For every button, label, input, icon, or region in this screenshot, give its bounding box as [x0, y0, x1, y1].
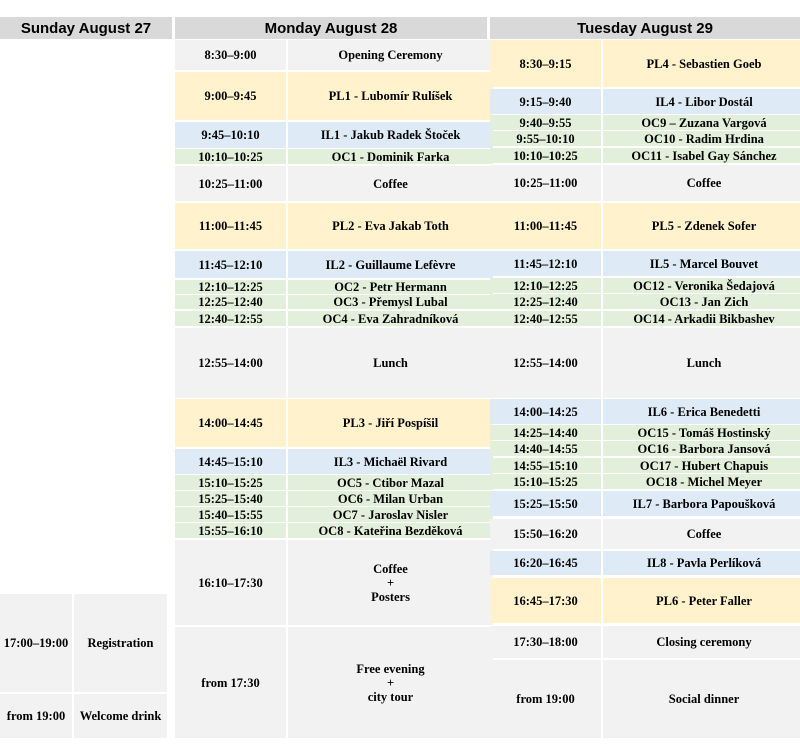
schedule-event: Social dinner: [603, 660, 800, 738]
schedule-row: [490, 425, 800, 440]
schedule-time: 14:40–14:55: [490, 441, 601, 456]
schedule-time: 12:40–12:55: [175, 311, 286, 326]
schedule-event: OC6 - Milan Urban: [288, 491, 493, 506]
schedule-time: 10:10–10:25: [490, 148, 601, 163]
schedule-row: [490, 399, 800, 424]
schedule-row: [490, 578, 800, 623]
schedule-time: 14:55–15:10: [490, 458, 601, 473]
schedule-time: 12:10–12:25: [490, 278, 601, 293]
day-header-sunday: Sunday August 27: [0, 17, 172, 39]
day-header-tuesday: Tuesday August 29: [490, 17, 800, 39]
schedule-event: OC17 - Hubert Chapuis: [603, 458, 800, 473]
schedule-time: 15:10–15:25: [490, 474, 601, 489]
schedule-event: Closing ceremony: [603, 626, 800, 658]
schedule-row: [490, 441, 800, 456]
event-line: Free evening: [356, 661, 425, 676]
schedule-time: 11:45–12:10: [490, 251, 601, 276]
sunday-row: [0, 694, 167, 738]
schedule-time: 15:50–16:20: [490, 519, 601, 549]
schedule-row: [175, 203, 493, 249]
event-line: Posters: [371, 589, 410, 604]
schedule-event: PL5 - Zdenek Sofer: [603, 203, 800, 249]
schedule-time: 14:25–14:40: [490, 425, 601, 440]
schedule-row: [175, 627, 493, 738]
schedule-row: [490, 519, 800, 549]
schedule-row: [490, 458, 800, 473]
schedule-time: 8:30–9:15: [490, 40, 601, 87]
schedule-row: [490, 115, 800, 130]
schedule-time: 16:20–16:45: [490, 551, 601, 575]
schedule-event: Opening Ceremony: [288, 40, 493, 70]
schedule-row: [175, 507, 493, 522]
schedule-row: [175, 311, 493, 326]
schedule-row: [490, 251, 800, 276]
event-line: Coffee: [373, 561, 408, 576]
schedule-event: OC7 - Jaroslav Nisler: [288, 507, 493, 522]
schedule-time: 12:25–12:40: [175, 295, 286, 309]
schedule-event: PL4 - Sebastien Goeb: [603, 40, 800, 87]
schedule-event: OC18 - Michel Meyer: [603, 474, 800, 489]
schedule-event: OC11 - Isabel Gay Sánchez: [603, 148, 800, 163]
schedule-time: from 19:00: [490, 660, 601, 738]
schedule-event: [288, 627, 493, 738]
schedule-event: OC4 - Eva Zahradníková: [288, 311, 493, 326]
schedule-time: 9:15–9:40: [490, 89, 601, 114]
schedule-row: [490, 203, 800, 249]
schedule-time: 8:30–9:00: [175, 40, 286, 70]
schedule-event: PL1 - Lubomír Rulíšek: [288, 72, 493, 120]
schedule-row: [490, 40, 800, 87]
schedule-row: [490, 626, 800, 658]
schedule-event: OC1 - Dominik Farka: [288, 149, 493, 164]
schedule-row: [175, 280, 493, 294]
event-line: +: [386, 675, 395, 690]
schedule-event: Coffee: [288, 166, 493, 201]
schedule-row: [490, 165, 800, 201]
schedule-row: [175, 328, 493, 398]
schedule-time: from 17:30: [175, 627, 286, 738]
schedule-row: [175, 523, 493, 538]
schedule-time: 12:10–12:25: [175, 280, 286, 294]
schedule-time: 14:45–15:10: [175, 449, 286, 474]
schedule-event: OC15 - Tomáš Hostinský: [603, 425, 800, 440]
schedule-time: 11:45–12:10: [175, 251, 286, 278]
schedule-event: OC13 - Jan Zich: [603, 294, 800, 309]
schedule-row: [175, 475, 493, 490]
schedule-row: [175, 295, 493, 309]
schedule-row: [490, 131, 800, 146]
schedule-event: Welcome drink: [74, 694, 167, 738]
schedule-row: [490, 89, 800, 114]
schedule-event: PL2 - Eva Jakab Toth: [288, 203, 493, 249]
schedule-row: [175, 399, 493, 447]
schedule-row: [175, 251, 493, 278]
schedule-event: Lunch: [288, 328, 493, 398]
schedule-event: OC12 - Veronika Šedajová: [603, 278, 800, 293]
schedule-time: 15:10–15:25: [175, 475, 286, 490]
schedule-time: 9:00–9:45: [175, 72, 286, 120]
schedule-time: 9:45–10:10: [175, 122, 286, 148]
schedule-event: IL8 - Pavla Perlíková: [603, 551, 800, 575]
schedule-row: [490, 294, 800, 309]
schedule-time: 15:55–16:10: [175, 523, 286, 538]
schedule-event: Lunch: [603, 328, 800, 398]
schedule-row: [175, 149, 493, 164]
schedule-event: IL4 - Libor Dostál: [603, 89, 800, 114]
schedule-event: IL6 - Erica Benedetti: [603, 399, 800, 424]
schedule-event: OC10 - Radim Hrdina: [603, 131, 800, 146]
event-line: +: [386, 575, 395, 590]
schedule-event: [288, 540, 493, 625]
schedule-event: PL3 - Jiří Pospíšil: [288, 399, 493, 447]
schedule-time: 14:00–14:25: [490, 399, 601, 424]
schedule-event: OC5 - Ctibor Mazal: [288, 475, 493, 490]
schedule-time: 11:00–11:45: [490, 203, 601, 249]
schedule-event: Registration: [74, 594, 167, 692]
schedule-time: 12:55–14:00: [175, 328, 286, 398]
schedule-row: [490, 311, 800, 326]
schedule-event: IL7 - Barbora Papoušková: [603, 491, 800, 516]
schedule-time: 17:30–18:00: [490, 626, 601, 658]
schedule-row: [490, 551, 800, 575]
schedule-event: OC8 - Kateřina Bezděková: [288, 523, 493, 538]
schedule-event: OC3 - Přemysl Lubal: [288, 295, 493, 309]
schedule-time: 15:25–15:50: [490, 491, 601, 516]
schedule-event: Coffee: [603, 165, 800, 201]
schedule-time: 10:10–10:25: [175, 149, 286, 164]
schedule-time: from 19:00: [0, 694, 72, 738]
schedule-event: Coffee: [603, 519, 800, 549]
schedule-row: [490, 278, 800, 293]
schedule-row: [175, 166, 493, 201]
schedule-time: 10:25–11:00: [490, 165, 601, 201]
schedule-event: OC9 – Zuzana Vargová: [603, 115, 800, 130]
schedule-time: 10:25–11:00: [175, 166, 286, 201]
schedule-time: 16:45–17:30: [490, 578, 601, 623]
schedule-time: 12:40–12:55: [490, 311, 601, 326]
schedule-row: [490, 660, 800, 738]
day-header-monday: Monday August 28: [175, 17, 487, 39]
schedule-row: [175, 72, 493, 120]
schedule-row: [490, 148, 800, 163]
schedule-row: [175, 122, 493, 148]
schedule-event: IL3 - Michaël Rivard: [288, 449, 493, 474]
schedule-row: [490, 328, 800, 398]
event-line: city tour: [367, 689, 414, 704]
schedule-time: 17:00–19:00: [0, 594, 72, 692]
schedule-row: [175, 40, 493, 70]
schedule-event: OC14 - Arkadii Bikbashev: [603, 311, 800, 326]
schedule-event: IL2 - Guillaume Lefèvre: [288, 251, 493, 278]
schedule-time: 9:55–10:10: [490, 131, 601, 146]
schedule-event: PL6 - Peter Faller: [603, 578, 800, 623]
schedule-row: [175, 540, 493, 625]
schedule-row: [490, 474, 800, 489]
sunday-row: [0, 594, 167, 692]
schedule-time: 15:25–15:40: [175, 491, 286, 506]
schedule-time: 9:40–9:55: [490, 115, 601, 130]
schedule-time: 12:25–12:40: [490, 294, 601, 309]
schedule-event: OC16 - Barbora Jansová: [603, 441, 800, 456]
schedule-time: 11:00–11:45: [175, 203, 286, 249]
schedule-event: IL1 - Jakub Radek Štoček: [288, 122, 493, 148]
schedule-event: OC2 - Petr Hermann: [288, 280, 493, 294]
schedule-event: IL5 - Marcel Bouvet: [603, 251, 800, 276]
schedule-time: 15:40–15:55: [175, 507, 286, 522]
schedule-row: [175, 491, 493, 506]
schedule-time: 12:55–14:00: [490, 328, 601, 398]
schedule-time: 16:10–17:30: [175, 540, 286, 625]
schedule-row: [175, 449, 493, 474]
schedule-row: [490, 491, 800, 516]
schedule-time: 14:00–14:45: [175, 399, 286, 447]
